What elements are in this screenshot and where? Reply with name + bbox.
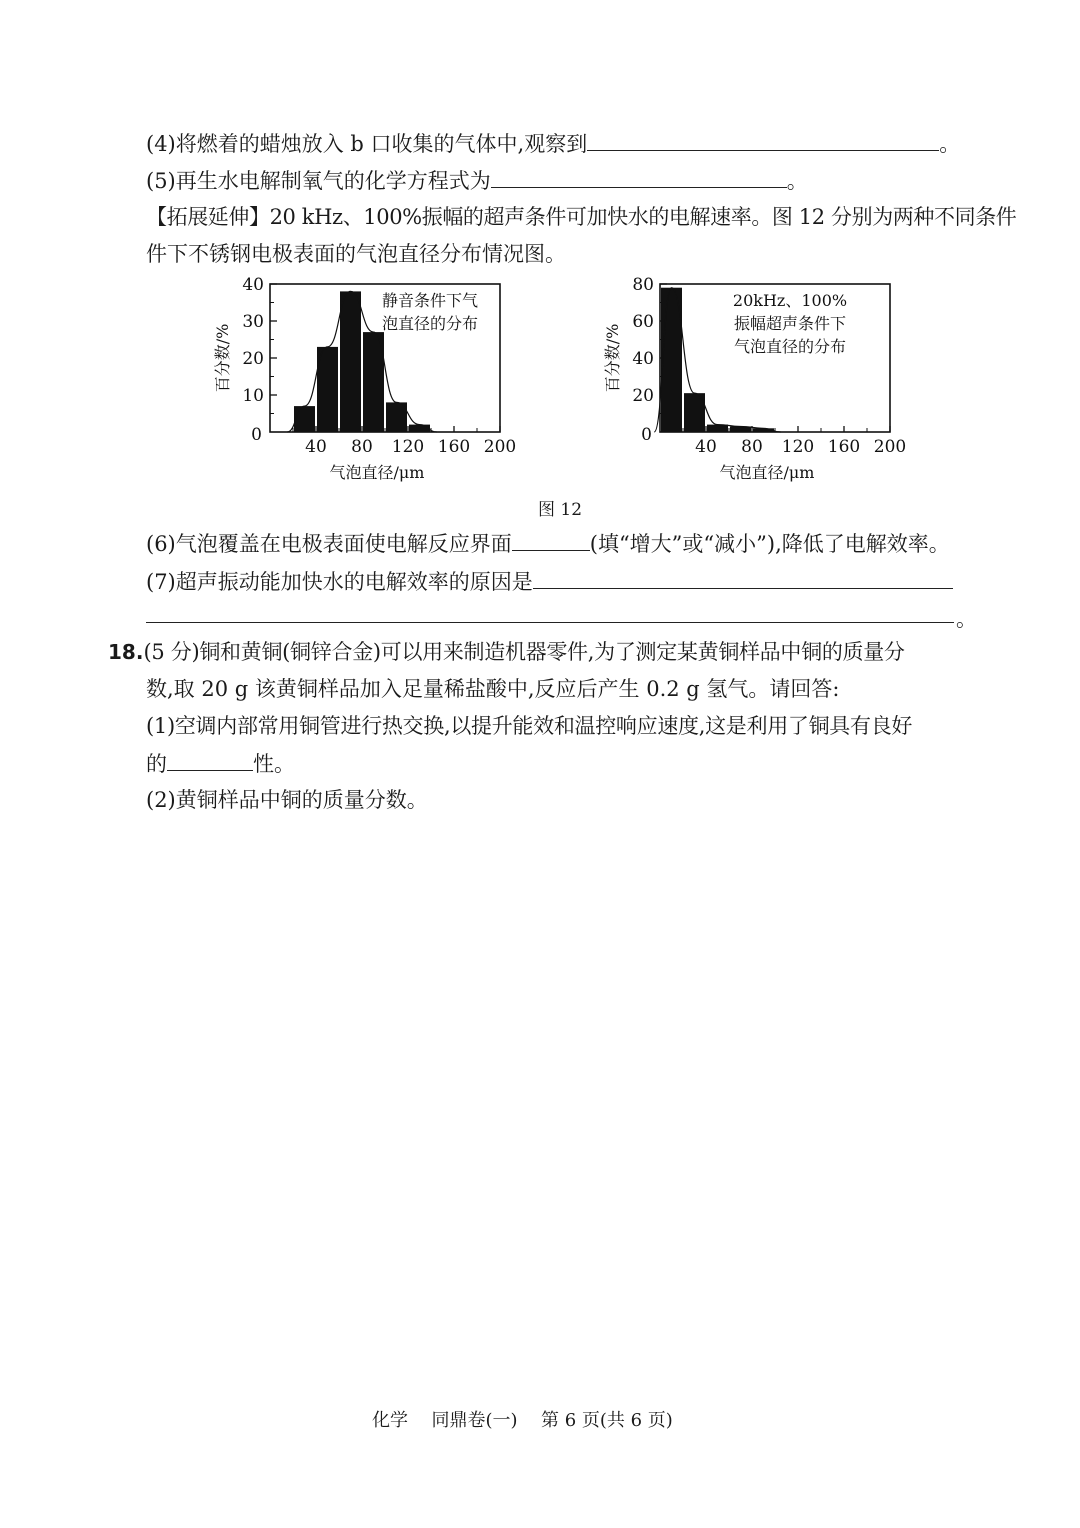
y-tick-label: 40 (632, 349, 654, 369)
q18-line1 (108, 637, 905, 667)
q17-item5-text: (5)再生水电解制氧气的化学方程式为 (146, 169, 491, 193)
q17-item7-end: 。 (956, 607, 977, 631)
x-tick-label: 120 (781, 437, 815, 457)
q17-extension-line1: 【拓展延伸】20 kHz、100%振幅的超声条件可加快水的电解速率。图 12 分别为两种不同条件 (146, 205, 1017, 229)
q17-item6-blank[interactable] (512, 528, 590, 551)
x-tick-label: 80 (741, 437, 763, 457)
q17-item5 (146, 165, 808, 196)
bar (294, 406, 315, 432)
q18-line1-text: (5 分)铜和黄铜(铜锌合金)可以用来制造机器零件,为了测定某黄铜样品中铜的质量分 (143, 640, 905, 664)
x-tick-label: 40 (695, 437, 717, 457)
y-tick-label: 60 (632, 312, 654, 332)
x-tick-label: 200 (483, 437, 517, 457)
y-tick-label: 20 (632, 386, 654, 406)
x-tick-label: 160 (437, 437, 471, 457)
q18-number: 18. (108, 640, 144, 664)
bar (340, 291, 361, 432)
chart-annotation: 静音条件下气 (381, 291, 479, 310)
chart-annotation: 气泡直径的分布 (733, 337, 847, 356)
footer-page: 第 6 页(共 6 页) (540, 1410, 673, 1431)
q18-item1-suffix: 性。 (253, 752, 295, 776)
y-axis-label: 百分数/% (603, 323, 622, 393)
q17-item6-text: (6)气泡覆盖在电极表面使电解反应界面 (146, 532, 512, 556)
chart-silent-bubble-distribution (200, 270, 540, 490)
q17-item4-blank[interactable] (587, 128, 939, 151)
q17-item6 (146, 528, 950, 559)
x-tick-label: 200 (873, 437, 907, 457)
y-tick-label: 20 (242, 349, 264, 369)
chart-annotation: 振幅超声条件下 (733, 314, 847, 333)
chart-ultrasonic-bubble-distribution (590, 270, 930, 490)
bar (409, 425, 430, 432)
q18-item1-blank[interactable] (167, 748, 253, 771)
q17-item7-blank-line2[interactable] (146, 622, 954, 623)
footer-paper: 同鼎卷(一) (431, 1410, 518, 1431)
footer (372, 1406, 673, 1432)
y-tick-label: 80 (632, 275, 654, 295)
q17-item4-end: 。 (939, 132, 961, 156)
figure-caption: 图 12 (538, 500, 583, 520)
q18-line2: 数,取 20 g 该黄铜样品加入足量稀盐酸中,反应后产生 0.2 g 氢气。请回答: (146, 677, 840, 701)
x-axis-label: 气泡直径/μm (329, 463, 425, 482)
q17-item6-after: (填“增大”或“减小”),降低了电解效率。 (589, 532, 950, 556)
y-tick-label: 10 (242, 386, 264, 406)
footer-subject: 化学 (372, 1410, 408, 1431)
q18-item1-line2 (146, 748, 295, 779)
y-tick-label: 30 (242, 312, 264, 332)
q17-extension-line2: 件下不锈钢电极表面的气泡直径分布情况图。 (146, 242, 566, 266)
origin-label: 0 (641, 425, 652, 445)
q17-item7 (146, 566, 953, 597)
q17-item4-text: (4)将燃着的蜡烛放入 b 口收集的气体中,观察到 (146, 132, 588, 156)
y-tick-label: 40 (242, 275, 264, 295)
x-axis-label: 气泡直径/μm (719, 463, 815, 482)
q17-item5-end: 。 (786, 169, 808, 193)
q17-item4 (146, 128, 960, 159)
x-tick-label: 40 (305, 437, 327, 457)
q17-item5-blank[interactable] (491, 165, 787, 188)
x-tick-label: 80 (351, 437, 373, 457)
bar (707, 425, 728, 432)
q18-item2: (2)黄铜样品中铜的质量分数。 (146, 788, 428, 812)
chart-annotation: 泡直径的分布 (381, 314, 479, 333)
x-tick-label: 120 (391, 437, 425, 457)
y-axis-label: 百分数/% (213, 323, 232, 393)
chart-annotation: 20kHz、100% (732, 291, 848, 310)
q17-item7-text: (7)超声振动能加快水的电解效率的原因是 (146, 570, 533, 594)
q18-item1-line1: (1)空调内部常用铜管进行热交换,以提升能效和温控响应速度,这是利用了铜具有良好 (146, 714, 913, 738)
q17-item7-blank[interactable] (533, 566, 953, 589)
q18-item1-prefix: 的 (146, 752, 167, 776)
origin-label: 0 (251, 425, 262, 445)
x-tick-label: 160 (827, 437, 861, 457)
